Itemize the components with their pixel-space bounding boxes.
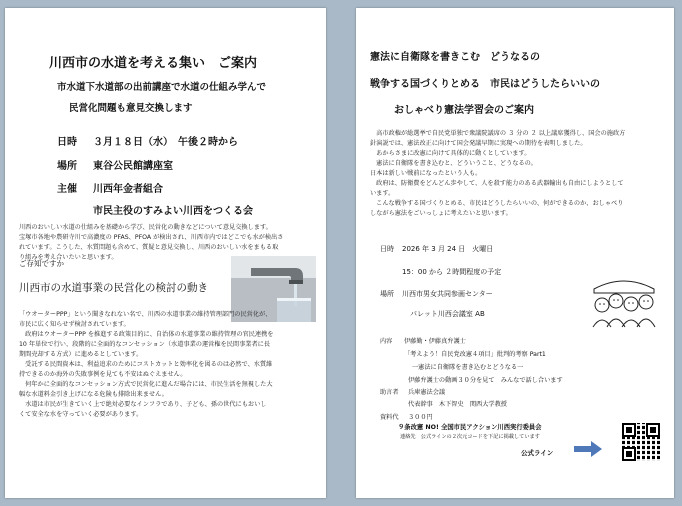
place-value: 東谷公民館講座室 bbox=[93, 161, 173, 172]
left-subtitle-2: 民営化問題も意見交換します bbox=[69, 103, 193, 114]
footer-contact: 連絡先 公式ラインの２次元コードを下記に掲載しています bbox=[400, 434, 540, 440]
right-intro-line: います。 bbox=[370, 190, 395, 197]
body-line: 持できるのか海外の失敗事例を見ても不安はぬぐえません。 bbox=[19, 371, 187, 378]
right-place-label: 場所 bbox=[380, 290, 394, 298]
body-line: 政府はウオーターPPP を推進する政策目的に、自治体の水道事業の維持管理の官民連携を bbox=[19, 331, 274, 338]
organizer-value-1: 兵庫憲法会議 bbox=[408, 389, 446, 396]
flyer-right bbox=[356, 8, 674, 498]
right-intro-line: 日本は新しい戦前になったという人も。 bbox=[370, 170, 482, 177]
right-intro-line: 針演説では、憲法改正に向けて国会発議早期に実現への期待を表明しました。 bbox=[370, 140, 587, 147]
content-value-2: 「考えよう！自民党改憲４項目」批判的考察 Part1 bbox=[404, 351, 546, 358]
people-illustration-icon bbox=[588, 271, 660, 329]
body-line: 10 年単位で行い、段階的に全面的なコンセッション（水道事業の運営権を民間事業者に長 bbox=[19, 341, 271, 348]
date-value: ３月１８日（水） 午後２時から bbox=[93, 137, 238, 148]
organizer-value-2: 代表幹事 木下智史 関西大学教授 bbox=[408, 401, 507, 408]
body-line: 幅な水道料金引き上げになる危険も排除出来ません。 bbox=[19, 391, 168, 398]
body-line: 「ウオーターPPP」という聞きなれない名で、川西の水道事業の維持管理部門の民営化が、 bbox=[19, 311, 272, 318]
right-place-value-1: 川西市男女共同参画センター bbox=[402, 290, 493, 298]
content-value-3: 一憲法に自衛隊を書き込むとどうなる一 bbox=[412, 364, 524, 371]
intro-line: り組みを考え合いたいと思います。 bbox=[19, 254, 118, 261]
footer-org: ９条改憲 NO! 全国市民アクション川西実行委員会 bbox=[398, 424, 542, 431]
right-intro-line: 憲法に自衛隊を書き込むと、どういうこと、どうなるの。 bbox=[370, 160, 537, 167]
right-title-2: 戦争する国づくりとめる 市民はどうしたらいいの bbox=[370, 79, 600, 90]
content-value-4: 伊藤弁護士の動画３０分を見て みんなで話し合います bbox=[408, 377, 563, 384]
left-subtitle-1: 市水道下水道部の出前講座で水道の仕組み学んで bbox=[57, 82, 267, 93]
left-title: 川西市の水道を考える集い ご案内 bbox=[49, 56, 258, 71]
body-line: 期間売却する方式）に進めるとしています。 bbox=[19, 351, 143, 358]
right-title-3: おしゃべり憲法学習会のご案内 bbox=[394, 105, 534, 116]
fee-value: ３００円 bbox=[408, 414, 433, 421]
right-date-value: 2026 年 3 月 24 日 火曜日 bbox=[402, 245, 494, 253]
fee-label: 資料代 bbox=[380, 414, 399, 421]
date-label: 日時 bbox=[57, 137, 77, 148]
right-intro-line: しながら憲法をごいっしょに考えたいと思います。 bbox=[370, 210, 512, 217]
qr-finder bbox=[622, 447, 636, 461]
right-time-value: 15：00 から ２時間程度の予定 bbox=[402, 268, 502, 276]
qr-finder bbox=[646, 423, 660, 437]
host-value-2: 市民主役のすみよい川西をつくる会 bbox=[93, 206, 253, 217]
host-label: 主催 bbox=[57, 184, 77, 195]
right-intro-text bbox=[370, 129, 668, 219]
intro-line: れています。こうした、水質問題も含めて、質疑と意見交換し、川西のおいしい水をまもる取 bbox=[19, 244, 279, 251]
right-intro-line: あからさまに改憲に向けて具体的に動くとしています。 bbox=[370, 150, 531, 157]
right-intro-line: 高市政権が総選挙で自民党単独で衆議院議席の ３ 分の ２ 以上議席獲得し、国会の施政方 bbox=[370, 130, 626, 137]
body-line: くて安全な水を守っていく必要があります。 bbox=[19, 411, 143, 418]
right-intro-line: 政府は、防衛費をどんどん歩やして、人を殺す能力のある武器輸出も自由にしようとして bbox=[370, 180, 624, 187]
content-value-1: 伊藤勤・伊藤真弁護士 bbox=[404, 338, 466, 345]
body-line: 市民に広く知らせず検討されています。 bbox=[19, 321, 130, 328]
body-line: 水道は市民が生きていく上で絶対必要なインフラであり、子ども、孫の世代にもおいし bbox=[19, 401, 267, 408]
line-label: 公式ライン bbox=[521, 449, 554, 457]
flyer-left bbox=[5, 8, 326, 498]
section-title: 川西市の水道事業の民営化の検討の動き bbox=[19, 282, 208, 294]
right-date-label: 日時 bbox=[380, 245, 394, 253]
content-label: 内容 bbox=[380, 338, 393, 345]
right-title-1: 憲法に自衛隊を書きこむ どうなるの bbox=[370, 52, 540, 63]
body-text bbox=[19, 310, 319, 420]
organizer-label: 助言者 bbox=[380, 389, 399, 396]
arrow-right-icon bbox=[574, 441, 602, 457]
body-line: 受託する民間資本は、利益追求のためにコストカットと効率化を図るのは必然で、水質維 bbox=[19, 361, 273, 368]
intro-line: 川西のおいしい水道の仕組みを基礎から学び、民営化の動きなどについて意見交換します。 bbox=[19, 224, 272, 231]
qr-finder bbox=[622, 423, 636, 437]
right-intro-line: こんな戦争する国づくりとめる、市民はどうしたらいいの、何ができるのか、おしゃべり bbox=[370, 200, 624, 207]
right-place-value-2: パレット川西会議室 AB bbox=[410, 310, 485, 318]
place-label: 場所 bbox=[57, 161, 77, 172]
body-line: 何年かに全面的なコンセッション方式で民営化に進んだ場合には、市民生活を無視した大 bbox=[19, 381, 273, 388]
qr-code[interactable] bbox=[620, 421, 662, 463]
intro-line: 宝塚市各地や農研寺川で高濃度の PFAS、PFOA が検出され、川西市内ではどこでも水が検出さ bbox=[19, 234, 284, 241]
host-value-1: 川西年金者組合 bbox=[93, 184, 163, 195]
know-label: ご存知ですか bbox=[19, 259, 64, 268]
